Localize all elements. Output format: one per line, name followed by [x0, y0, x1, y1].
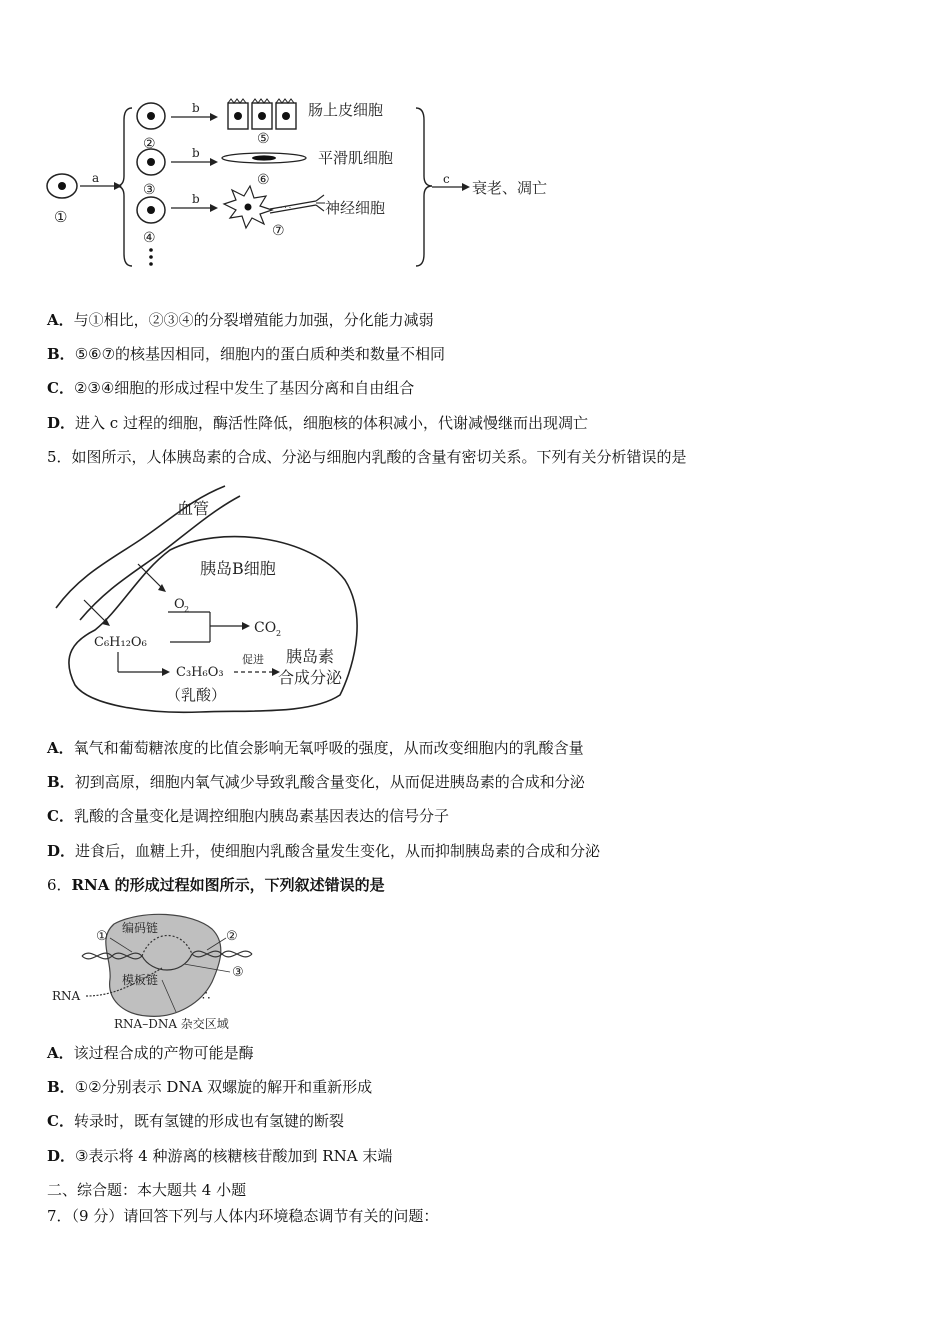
label-neuron: 神经细胞	[325, 199, 386, 217]
label-lactic-acid: （乳酸）	[166, 686, 227, 704]
question-number: 7．	[47, 1207, 72, 1225]
label-hybrid: RNA–DNA 杂交区域	[114, 1017, 229, 1031]
q6-option-c[interactable]	[47, 1111, 344, 1131]
label-co2: CO	[254, 620, 277, 636]
label-arrow-b-2: b	[192, 146, 200, 160]
option-text: 乳酸的含量变化是调控细胞内胰岛素基因表达的信号分子	[73, 807, 449, 825]
label-rna: RNA	[52, 989, 81, 1003]
q7-stem	[47, 1206, 438, 1226]
label-arrow-b-3: b	[192, 192, 200, 206]
question-text: （9 分）请回答下列与人体内环境稳态调节有关的问题：	[71, 1207, 439, 1225]
label-insulin-2: 合成分泌	[278, 668, 343, 687]
q4-option-a[interactable]	[47, 310, 434, 330]
option-text: 转录时，既有氢键的形成也有氢键的断裂	[73, 1112, 344, 1130]
option-key: D．	[47, 842, 76, 860]
label-template: 模板链	[122, 973, 159, 987]
label-insulin-1: 胰岛素	[286, 647, 335, 666]
label-c2: ②	[226, 929, 238, 944]
option-key: B．	[47, 1078, 75, 1096]
option-text: 初到高原，细胞内氧气减少导致乳酸含量变化，从而促进胰岛素的合成和分泌	[74, 773, 585, 791]
label-vessel: 血管	[177, 499, 210, 518]
q6-option-d[interactable]	[47, 1146, 392, 1166]
q5-option-d[interactable]	[47, 841, 600, 861]
section-heading: 二、综合题：本大题共 4 小题	[47, 1181, 247, 1199]
label-arrow-c: c	[443, 172, 450, 186]
question-number: 5．	[47, 448, 72, 466]
label-c3: ③	[232, 965, 244, 980]
option-text: 氧气和葡萄糖浓度的比值会影响无氧呼吸的强度，从而改变细胞内的乳酸含量	[73, 739, 584, 757]
label-lactate: C₃H₆O₃	[176, 665, 224, 680]
svg-text:∴: ∴	[202, 989, 211, 1004]
option-text: ①②分别表示 DNA 双螺旋的解开和重新形成	[74, 1078, 373, 1096]
question-number: 6．	[47, 876, 72, 894]
label-cell: 胰岛B细胞	[200, 559, 276, 578]
label-smooth-muscle: 平滑肌细胞	[318, 149, 394, 167]
option-text: 与①相比，②③④的分裂增殖能力加强，分化能力减弱	[73, 311, 434, 329]
q5-option-c[interactable]	[47, 806, 449, 826]
question-text: 如图所示，人体胰岛素的合成、分泌与细胞内乳酸的含量有密切关系。下列有关分析错误的是	[71, 448, 687, 466]
option-text: ③表示将 4 种游离的核糖核苷酸加到 RNA 末端	[75, 1147, 393, 1165]
option-key: B．	[47, 773, 75, 791]
neuron-icon	[224, 186, 325, 228]
q6-option-b[interactable]	[47, 1077, 372, 1097]
q5-option-b[interactable]	[47, 772, 585, 792]
label-cell-4: ④	[143, 230, 156, 246]
q5-option-a[interactable]	[47, 738, 584, 758]
option-key: B．	[47, 345, 75, 363]
label-cell-6: ⑥	[257, 172, 270, 188]
q4-option-b[interactable]	[47, 344, 445, 364]
option-key: C．	[47, 807, 74, 825]
label-cell-1: ①	[54, 208, 68, 226]
option-key: C．	[47, 1112, 74, 1130]
label-c1: ①	[96, 929, 108, 944]
label-aging: 衰老、凋亡	[472, 179, 548, 197]
option-key: A．	[47, 311, 74, 329]
option-text: 进入 c 过程的细胞，酶活性降低，细胞核的体积减小，代谢减慢继而出现凋亡	[75, 414, 588, 432]
option-key: D．	[47, 414, 76, 432]
option-text: 该过程合成的产物可能是酶	[73, 1044, 254, 1062]
label-co2-sub: 2	[276, 629, 282, 638]
label-coding: 编码链	[122, 921, 159, 935]
svg-text:· · ·: · · ·	[280, 204, 292, 212]
question-text: RNA 的形成过程如图所示，下列叙述错误的是	[71, 876, 385, 894]
option-key: C．	[47, 379, 74, 397]
option-key: A．	[47, 739, 74, 757]
figure-cell-differentiation	[40, 90, 580, 280]
option-key: D．	[47, 1147, 76, 1165]
figure-transcription	[52, 904, 282, 1034]
label-intestinal: 肠上皮细胞	[308, 101, 384, 119]
label-cell-3: ③	[143, 182, 156, 198]
q6-option-a[interactable]	[47, 1043, 254, 1063]
label-arrow-b-1: b	[192, 101, 200, 115]
label-cell-7: ⑦	[272, 223, 285, 239]
figure-islet-cell	[50, 480, 370, 730]
label-glucose: C₆H₁₂O₆	[94, 635, 147, 650]
label-cell-2: ②	[143, 136, 156, 152]
option-text: 进食后，血糖上升，使细胞内乳酸含量发生变化，从而抑制胰岛素的合成和分泌	[75, 842, 601, 860]
q5-stem	[47, 447, 687, 467]
label-o2-sub: 2	[184, 605, 190, 614]
label-promote: 促进	[242, 653, 264, 666]
intestinal-cells-icon	[228, 99, 296, 129]
label-arrow-a: a	[92, 171, 100, 185]
q6-stem	[47, 875, 385, 895]
option-text: ②③④细胞的形成过程中发生了基因分离和自由组合	[73, 379, 415, 397]
option-key: A．	[47, 1044, 74, 1062]
label-cell-5: ⑤	[257, 131, 270, 147]
smooth-muscle-icon	[222, 153, 306, 163]
label-o2: O	[174, 597, 185, 612]
option-text: ⑤⑥⑦的核基因相同，细胞内的蛋白质种类和数量不相同	[74, 345, 446, 363]
q4-option-c[interactable]	[47, 378, 414, 398]
q4-option-d[interactable]	[47, 413, 588, 433]
